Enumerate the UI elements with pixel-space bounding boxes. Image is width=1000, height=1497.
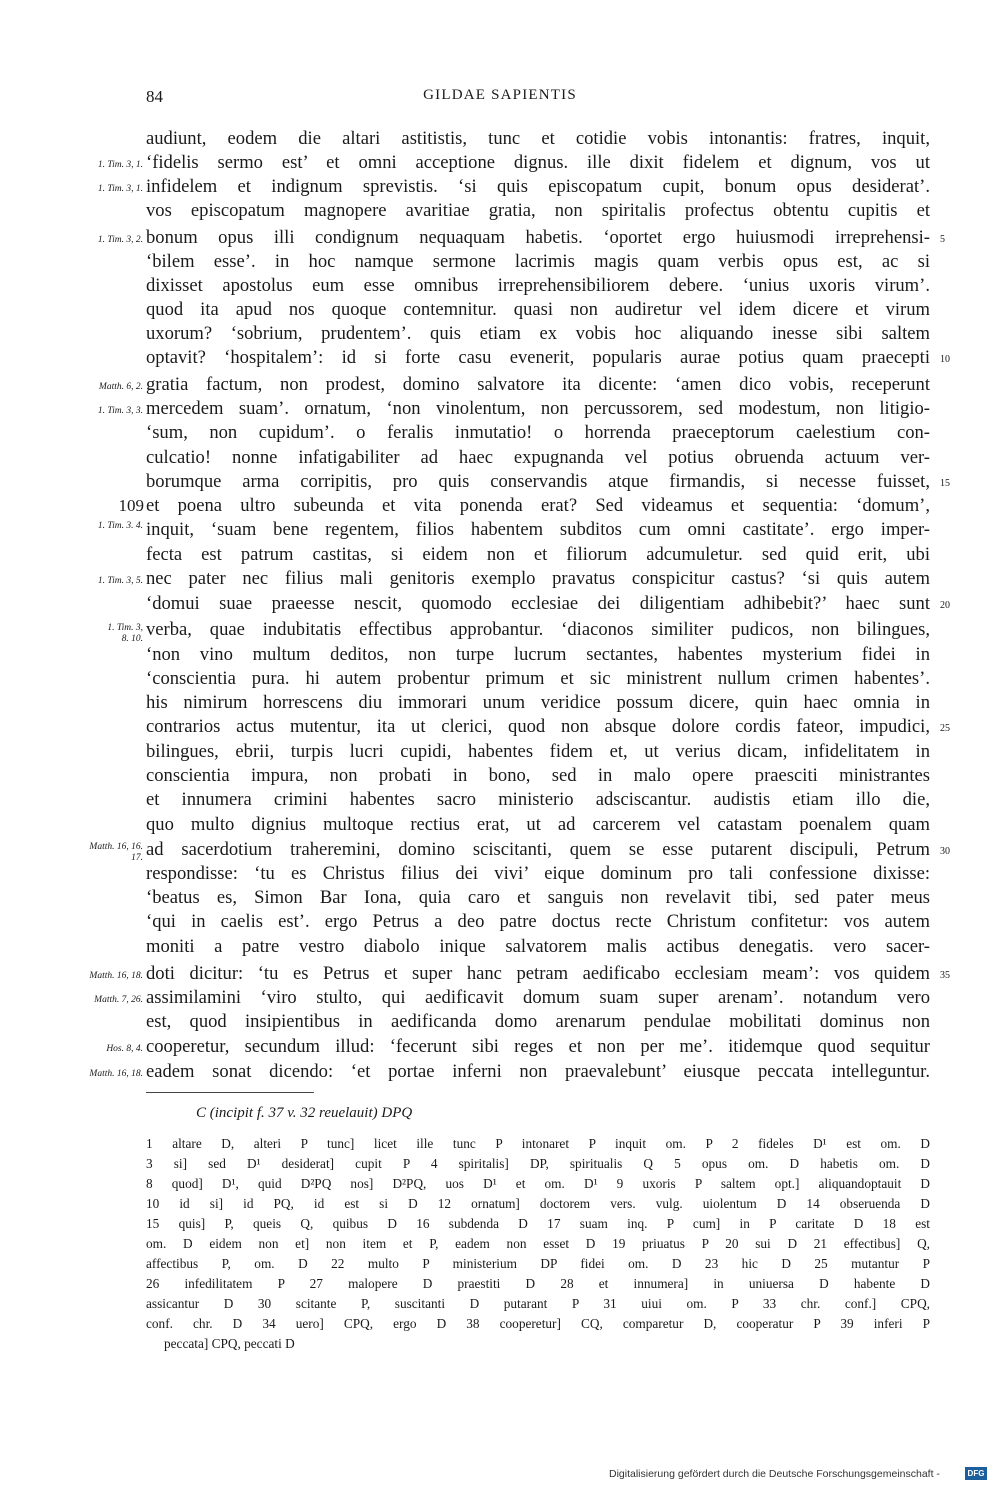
text-line: ‘domui suae praeesse nescit, quomodo ecclesiae dei diligentiam adhibebit?’ haec sunt — [146, 593, 930, 614]
line-number: 10 — [940, 354, 950, 365]
apparatus-line: 1 altare D, alteri P tunc] licet ille tunc P intonaret P inquit om. P 2 fideles D¹ est om. D — [146, 1136, 930, 1151]
text-line: cooperetur, secundum illud: ‘fecerunt sibi reges et non per me’. itidemque quod sequitur — [146, 1036, 930, 1057]
text-line: contrarios actus mutentur, ita ut clerici, quod non absque dolore cordis fateor, impudici, — [146, 716, 930, 737]
text-line: fecta est patrum castitas, si eidem non et filiorum adcumuletur. sed quid erit, ubi — [146, 544, 930, 565]
line-number: 35 — [940, 970, 950, 981]
running-head: GILDAE SAPIENTIS — [423, 87, 577, 103]
edition-page-marker: 109 — [118, 496, 144, 515]
apparatus-line: affectibus P, om. D 22 multo P ministerium DP fidei om. D 23 hic D 25 mutantur P — [146, 1256, 930, 1271]
text-line: ‘sum, non cupidum’. o feralis inmutatio! o horrenda praeceptorum caelestium con- — [146, 422, 930, 443]
text-line: doti dicitur: ‘tu es Petrus et super hanc petram aedificabo ecclesiam meam’: vos quidem — [146, 963, 930, 984]
text-line: inquit, ‘suam bene regentem, filios habentem subditos cum omni castitate’. ergo imper- — [146, 519, 930, 540]
text-line: bonum opus illi condignum nequaquam habetis. ‘oportet ergo huiusmodi irreprehensi- — [146, 227, 930, 248]
text-line: assimilamini ‘viro stulto, qui aedificavit domum suam super arenam’. notandum vero — [146, 987, 930, 1008]
line-number: 30 — [940, 846, 950, 857]
text-line: ad sacerdotium traheremini, domino sciscitanti, quem se esse putarent discipuli, Petrum — [146, 839, 930, 860]
text-line: ‘qui in caelis est’. ergo Petrus a deo patre doctus recte Christum confitetur: vos autem — [146, 911, 930, 932]
text-line: ‘beatus es, Simon Bar Iona, quia caro et sanguis non revelavit tibi, sed pater meus — [146, 887, 930, 908]
margin-reference: Matth. 16, 16. — [89, 842, 143, 852]
margin-reference: 1. Tim. 3, 2. — [97, 235, 143, 245]
text-line: conscientia impura, non probati in bono, sed in malo opere praesciti ministrantes — [146, 765, 930, 786]
margin-reference: Matth. 6, 2. — [98, 382, 143, 392]
text-line: moniti a patre vestro diabolo inique salvatorem malis actibus denegatis. vero sacer- — [146, 936, 930, 957]
text-line: gratia factum, non prodest, domino salvatore ita dicente: ‘amen dico vobis, receperunt — [146, 374, 930, 395]
text-line: respondisse: ‘tu es Christus filius dei vivi’ eique dominum pro tali confessione dixisse: — [146, 863, 930, 884]
text-line: et innumera crimini habentes sacro ministerio adsciscantur. audistis etiam illo die, — [146, 789, 930, 810]
text-line: his nimirum horrescens diu immorari unum veridice possum dicere, quin haec omnia in — [146, 692, 930, 713]
margin-reference: 1. Tim. 3, 3. — [97, 406, 143, 416]
apparatus-line: 15 quis] P, queis Q, quibus D 16 subdenda D 17 suam inq. P cum] in P caritate D 18 est — [146, 1216, 930, 1231]
margin-reference: 1. Tim. 3, 1. — [97, 184, 143, 194]
margin-reference: Matth. 7, 26. — [94, 995, 143, 1005]
text-line: culcatio! nonne infatigabiliter ad haec expugnanda vel potius obruenda actuum ver- — [146, 447, 930, 468]
text-line: bilingues, ebrii, turpis lucri cupidi, habentes fidem et, ut verius dicam, infidelitatem in — [146, 741, 930, 762]
text-line: nec pater nec filius mali genitoris exemplo pravatus conspicitur castus? ‘si quis autem — [146, 568, 930, 589]
text-line: est, quod insipientibus in aedificanda domo arenarum pendulae mobilitati dominus non — [146, 1011, 930, 1032]
footnote-rule — [146, 1092, 314, 1093]
text-line: vos episcopatum magnopere avaritiae gratia, non spiritalis profectus obtentu cupitis et — [146, 200, 930, 221]
margin-reference: 1. Tim. 3, 1. — [97, 160, 143, 170]
apparatus-line: 26 infedilitatem P 27 malopere D praestiti D 28 et innumera] in uniuersa D habente D — [146, 1276, 930, 1291]
text-line: eadem sonat dicendo: ‘et portae inferni non praevalebunt’ eiusque peccata intelleguntur. — [146, 1061, 930, 1082]
margin-reference: Matth. 16, 18. — [89, 1069, 143, 1079]
line-number: 25 — [940, 723, 950, 734]
text-line: ‘conscientia pura. hi autem probentur primum et sic ministrent nullum crimen habentes’. — [146, 668, 930, 689]
page-number: 84 — [146, 87, 163, 106]
text-line: quod ita apud nos quoque contemnitur. quasi non audiretur vel idem dicere et virum — [146, 299, 930, 320]
text-line: quo multo dignius multoque rectius erat, ut ad carcerem vel catastam poenalem quam — [146, 814, 930, 835]
text-line: ‘non vino multum deditos, non turpe lucrum sectantes, habentes mysterium fidei in — [146, 644, 930, 665]
apparatus-sigla: C (incipit f. 37 v. 32 reuelauit) DPQ — [196, 1105, 413, 1121]
apparatus-line: 3 si] sed D¹ desiderat] cupit P 4 spiritalis] DP, spiritualis Q 5 opus om. D habetis om. D — [146, 1156, 930, 1171]
text-line: uxorum? ‘sobrium, prudentem’. quis etiam ex vobis hoc aliquando inesse sibi saltem — [146, 323, 930, 344]
apparatus-line: 8 quod] D¹, quid D²PQ nos] D²PQ, uos D¹ et om. D¹ 9 uxoris P saltem opt.] aliquandoptauit D — [146, 1176, 930, 1191]
text-line: borumque arma corripitis, pro quis conservandis atque firmandis, si necesse fuisset, — [146, 471, 930, 492]
digitization-credit: Digitalisierung gefördert durch die Deutsche Forschungsgemeinschaft - — [609, 1468, 940, 1480]
margin-reference: 1. Tim. 3, 5. — [97, 576, 143, 586]
text-line: optavit? ‘hospitalem’: id si forte casu evenerit, popularis aurae potius quam praecepti — [146, 347, 930, 368]
margin-reference: 17. — [131, 853, 143, 863]
apparatus-line: conf. chr. D 34 uero] CPQ, ergo D 38 cooperetur] CQ, comparetur D, cooperatur P 39 inferi P — [146, 1316, 930, 1331]
apparatus-line: om. D eidem non et] non item et P, eadem non esset D 19 priuatus P 20 sui D 21 effectibus] Q, — [146, 1236, 930, 1251]
apparatus-line: assicantur D 30 scitante P, suscitanti D putarant P 31 uiui om. P 33 chr. conf.] CPQ, — [146, 1296, 930, 1311]
text-line: ‘bilem esse’. in hoc namque sermone lacrimis magis quam verbis opus est, ac si — [146, 251, 930, 272]
line-number: 20 — [940, 600, 950, 611]
dfg-logo: DFG — [965, 1467, 987, 1480]
text-line: verba, quae indubitatis effectibus approbantur. ‘diaconos similiter pudicos, non bilingues, — [146, 619, 930, 640]
text-line: infidelem et indignum sprevistis. ‘si quis episcopatum cupit, bonum opus desiderat’. — [146, 176, 930, 197]
text-line: ‘fidelis sermo est’ et omni acceptione dignus. ille dixit fidelem et dignum, vos ut — [146, 152, 930, 173]
apparatus-line: peccata] CPQ, peccati D — [164, 1336, 295, 1351]
text-line: dixisset apostolus eum esse omnibus irreprehensibiliorem debere. ‘unius uxoris virum’. — [146, 275, 930, 296]
line-number: 15 — [940, 478, 950, 489]
line-number: 5 — [940, 234, 945, 245]
text-line: mercedem suam’. ornatum, ‘non vinolentum, non percussorem, sed modestum, non litigio- — [146, 398, 930, 419]
apparatus-line: 10 id si] id PQ, id est si D 12 ornatum] doctorem vers. vulg. uiolentum D 14 obseruenda D — [146, 1196, 930, 1211]
margin-reference: 1. Tim. 3, — [107, 623, 143, 633]
text-line: audiunt, eodem die altari astitistis, tunc et cotidie vobis intonantis: fratres, inquit, — [146, 128, 930, 149]
margin-reference: 1. Tim. 3. 4. — [97, 521, 143, 531]
margin-reference: Hos. 8, 4. — [106, 1044, 143, 1054]
margin-reference: 8. 10. — [121, 634, 143, 644]
text-line: et poena ultro subeunda et vita ponenda erat? Sed videamus et sequentia: ‘domum’, — [146, 495, 930, 516]
margin-reference: Matth. 16, 18. — [89, 971, 143, 981]
